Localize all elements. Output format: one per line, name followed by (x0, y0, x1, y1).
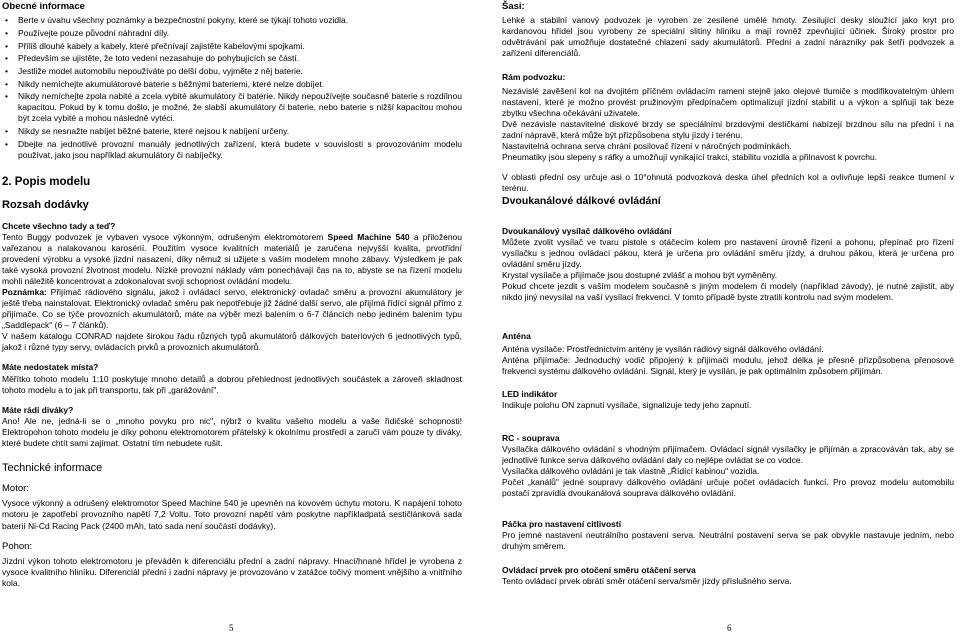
servo-reverse-heading: Ovládací prvek pro otočení směru otáčení serva (502, 564, 696, 575)
list-item: • Příliš dlouhé kabely a kabely, které přečnívají zajistěte kabelovými spojkami. (2, 41, 462, 52)
transmitter-text-2: Krystal vysílače a přijímače jsou dostupné zvlášť a mohou být vyměněny. (502, 269, 778, 280)
motor-heading: Motor: (2, 483, 29, 495)
list-item: • Především se ujistěte, že toto vedení nezasahuje do pohybujících se částí. (2, 53, 462, 64)
rc-set-heading: RC - souprava (502, 433, 560, 444)
note-paragraph (2, 287, 462, 331)
frame-text-1: Nezávislé zavěšení kol na dvojitém příčném ovládacím rameni stejně jako olejové tlumiče s modifikovatelným úhlem nastavení, které je možno provést pružinovým předpínačem optimalizují jízdní stabilit u a výkon a splňují tak beze zbytku všechna očekávání uživatele. (502, 85, 954, 118)
list-item: • Nikdy se nesnažte nabíjet běžné baterie, které nejsou k nabíjení určeny. (2, 126, 462, 137)
section-2-title: 2. Popis modelu (2, 175, 91, 188)
list-item: • Nikdy nemíchejte akumulátorové baterie s běžnými bateriemi, které nelze dobíjet. (2, 79, 462, 90)
frame-text-5: V oblasti přední osy určuje asi o 10°ohnutá podvozková deska úhel předních kol a ovlivňuje lepší reakce tlumení v terénu. (502, 171, 954, 193)
frame-text-4: Pneumatiky jsou slepeny s ráfky a umožňují vynikající trakci, stabilitu vozidla a přilnavost k povrchu. (502, 151, 878, 162)
frame-heading: Rám podvozku: (502, 71, 566, 82)
intro-paragraph (2, 232, 462, 287)
led-heading: LED indikátor (502, 389, 558, 400)
list-item: • Jestliže model automobilu nepoužíváte po delší dobu, vyjměte z něj baterie. (2, 66, 462, 77)
viewers-heading: Máte rádi diváky? (2, 404, 74, 415)
catalog-paragraph: V našem katalogu CONRAD najdete širokou řadu různých typů akumulátorů dálkových bateriových 6 jednotlivých typů, jakož i různé typy servy, ovládacích prvků a provozních akumulátorů. (2, 331, 462, 353)
frame-text-3: Nastavitelná ochrana serva chrání posilovač řízení v náročných podmínkách. (502, 140, 792, 151)
viewers-text: Ano! Ale ne, jedná-li se o „mnoho povyku pro nic", nýbrž o kvalitu vašeho modelu a vaše řidičské schopnosti! Elektropohon tohoto modelu je díky pohonu elektromotorem přátelský k okolnímu prostředí a zaručí vám pouze ty diváky, které budete chtít sami zajímat. Ostatní tím nebudete rušit. (2, 415, 462, 448)
transmitter-text-1: Můžete zvolit vysílač ve tvaru pistole s otáčecím kolem pro nastavení úrovně řízení a pohonu, přepínač pro řízení vysílačku s jednou ovládací pákou, která je určena pro ovládání směru jízdy, a druhou pákou, která je určena pro ovládání směru jízdy. (502, 236, 954, 269)
transmitter-text-3: Pokud chcete jezdit s vaším modelem současně s jiným modelem či modely (například závody), je nutné zajistit, aby nikdo jiný nevysílal na vaší vysílací frekvenci. V tomto případě byste ztratili kontrolu nad svým modelem. (502, 280, 954, 302)
servo-reverse-text: Tento ovládací prvek obrátí směr otáčení serva/směr jízdy příslušného serva. (502, 575, 792, 586)
motor-text: Vysoce výkonný a odrušený elektromotor Speed Machine 540 je upevněn na kovovém úchytu motoru. K napájení tohoto motoru je zapotřebí provozního napětí 7,2 Voltu. Toto provozní napětí vám poskytne napříkladpatá sestičlánková sada baterií Ni-Cd Racing Pack (2400 mAh, tato sada není součástí dodávky). (2, 498, 462, 531)
list-item: • Berte v úvahu všechny poznámky a bezpečnostní pokyny, které se týkají tohoto vozidla. (2, 15, 462, 26)
antenna-heading: Anténa (502, 330, 531, 341)
safety-bullet-list (2, 15, 462, 160)
drive-heading: Pohon: (2, 540, 33, 552)
space-heading: Máte nedostatek místa? (2, 362, 99, 373)
page-number-left: 5 (229, 623, 234, 633)
motor-name: Speed Machine 540 (327, 231, 410, 242)
chassis-heading: Šasi: (502, 1, 525, 12)
list-item: • Dbejte na jednotlivé provozní manuály jednotlivých zařízení, která budete v souvislosti s provozováním modelu používat, jako jsou například akumulátory či nabíječky. (2, 139, 462, 161)
antenna-text-2: Anténa přijímače: Jednoduchý vodič připojený k přijímači modulu, jehož délka je přesně přizpůsobena přenosové frekvenci systému dálkového ovládání. Signál, který je vysílán, je pak optimálním způsobem přijímán. (502, 355, 954, 377)
sensitivity-heading: Páčka pro nastavení citlivosti (502, 518, 622, 529)
antenna-text-1: Anténa vysílače: Prostřednictvím antény je vysílán rádiový signál dálkového ovládání. (502, 344, 824, 355)
remote-control-heading: Dvoukanálové dálkové ovládání (502, 195, 661, 207)
drive-text: Jízdní výkon tohoto elektromotoru je převáděn k diferenciálu přední a zadní nápravy. Hnací/hnané hřídel je vyrobena z vysoce kvalitního hliníku. Diferenciál přední i zadní nápravy je provozováno v zatážce točivý moment vnějšího a vnitřního kola. (2, 555, 462, 588)
list-item: • Používejte pouze původní náhradní díly. (2, 28, 462, 39)
rc-set-text-2: Vysílačka dálkového ovládání je tak vlastně „Řídící kabinou" vozidla. (502, 466, 760, 477)
space-text: Měřítko tohoto modelu 1:10 poskytuje mnoho detailů a dobrou přehlednost jednotlivých součástek a zároveň skladnost tohoto modelu a to jak při transportu, tak při „garážování". (2, 373, 462, 395)
general-info-heading: Obecné informace (2, 1, 85, 12)
left-page (2, 0, 462, 589)
led-text: Indikuje polohu ON zapnutí vysílače, signalizuje tedy jeho zapnutí. (502, 400, 752, 411)
transmitter-heading: Dvoukanálový vysílač dálkového ovládání (502, 225, 672, 236)
technical-info-heading: Technické informace (2, 461, 103, 474)
sensitivity-text: Pro jemné nastavení neutrálního postavení serva. Neutrální postavení serva se pak obvykle nastavuje jedním, nebo druhým směrem. (502, 529, 954, 551)
rc-set-text-1: Vysílačka dálkového ovládání s vhodným přijímačem. Ovládací signál vysílačky je přijímán a zpracováván tak, aby se jednotlivé funkce serva dálkového ovládání daly co nejlépe ovládat se co vodce. (502, 444, 954, 466)
intro-pre: Tento Buggy podvozek je vybaven vysoce výkonným, odrušeným elektromotorem (2, 231, 328, 242)
frame-text-2: Dvě nezávisle nastavitelné diskové brzdy se speciálními brzdovými destičkami nabízejí brzdnou sílu na přední i na zadní nápravě, která může být přizpůsobena stylu jízdy i terénu. (502, 118, 954, 140)
note-label: Poznámka: (2, 287, 47, 298)
right-page (502, 0, 954, 587)
note-text: Přijímač rádiového signálu, jakož i ovládací servo, elektronický ovladač směru a provozní akumulátory je ještě třeba nainstalovat. Elektronický ovladač směru pak nepotřebuje již žádné další servo, ale přijímá řídící signál přímo z přijímače. Co se týče provozních akumulátorů, máte na výběr mezi balením o 6-7 článcích nebo jediném balením typu „Saddlepack" (6 – 7 článků). (2, 287, 462, 331)
list-item: • Nikdy nemíchejte zpola nabité a zcela vybité akumulátory či baterie. Nikdy nepoužívejte současně baterie s rozdílnou kapacitou. Pokud by k tomu došlo, je možné, že slabší akumulátory či baterie, nebo baterie s nižší kapacitou mohou být zcela vybité a mohou následně vytéci. (2, 91, 462, 124)
scope-of-delivery-heading: Rozsah dodávky (2, 198, 89, 211)
chcete-heading: Chcete všechno tady a teď? (2, 220, 116, 231)
rc-set-text-3: Počet „kanálů" jedné soupravy dálkového ovládání určuje počet ovládacích funkcí. Pro provoz modelu automobilu postačí zpravidla dvoukanálová souprava dálkového ovládání. (502, 477, 954, 499)
intro-post: a přiloženou vařezanou a nalakovanou karosérií. Použitím vysoce kvalitních materiálů je zaručena nejvyšší kvalita, prvotřídní provedení výrobku a vysoké jízdní nasazení, díky němuž si užijete s vaším modelem mnoho zábavy. Výsledkem je pak také vysoká provozní životnost modelu. Nízké provozní náklady vám ponechávají čas na to, abyste se na řízení modelu mohli náležitě koncentrovat a zdokonalovat svoji schopnost ovládání modelu. (2, 231, 463, 287)
chassis-text: Lehké a stabilní vanový podvozek je vyroben ze zesílené umělé hmoty. Zesilující desky sloužící jako kryt pro kardanovou hřídel jsou vyrobeny ze speciální slitiny hliníku a mají rovněž zpevňující účinek. Široký prostor pro odvětrávání pak umožňuje dostatečné chlazení sady akumulátorů. Přední a zadní nárazníky pak šetří podvozek a zařízení diferenciálů. (502, 15, 954, 59)
page-number-right: 6 (727, 623, 732, 633)
